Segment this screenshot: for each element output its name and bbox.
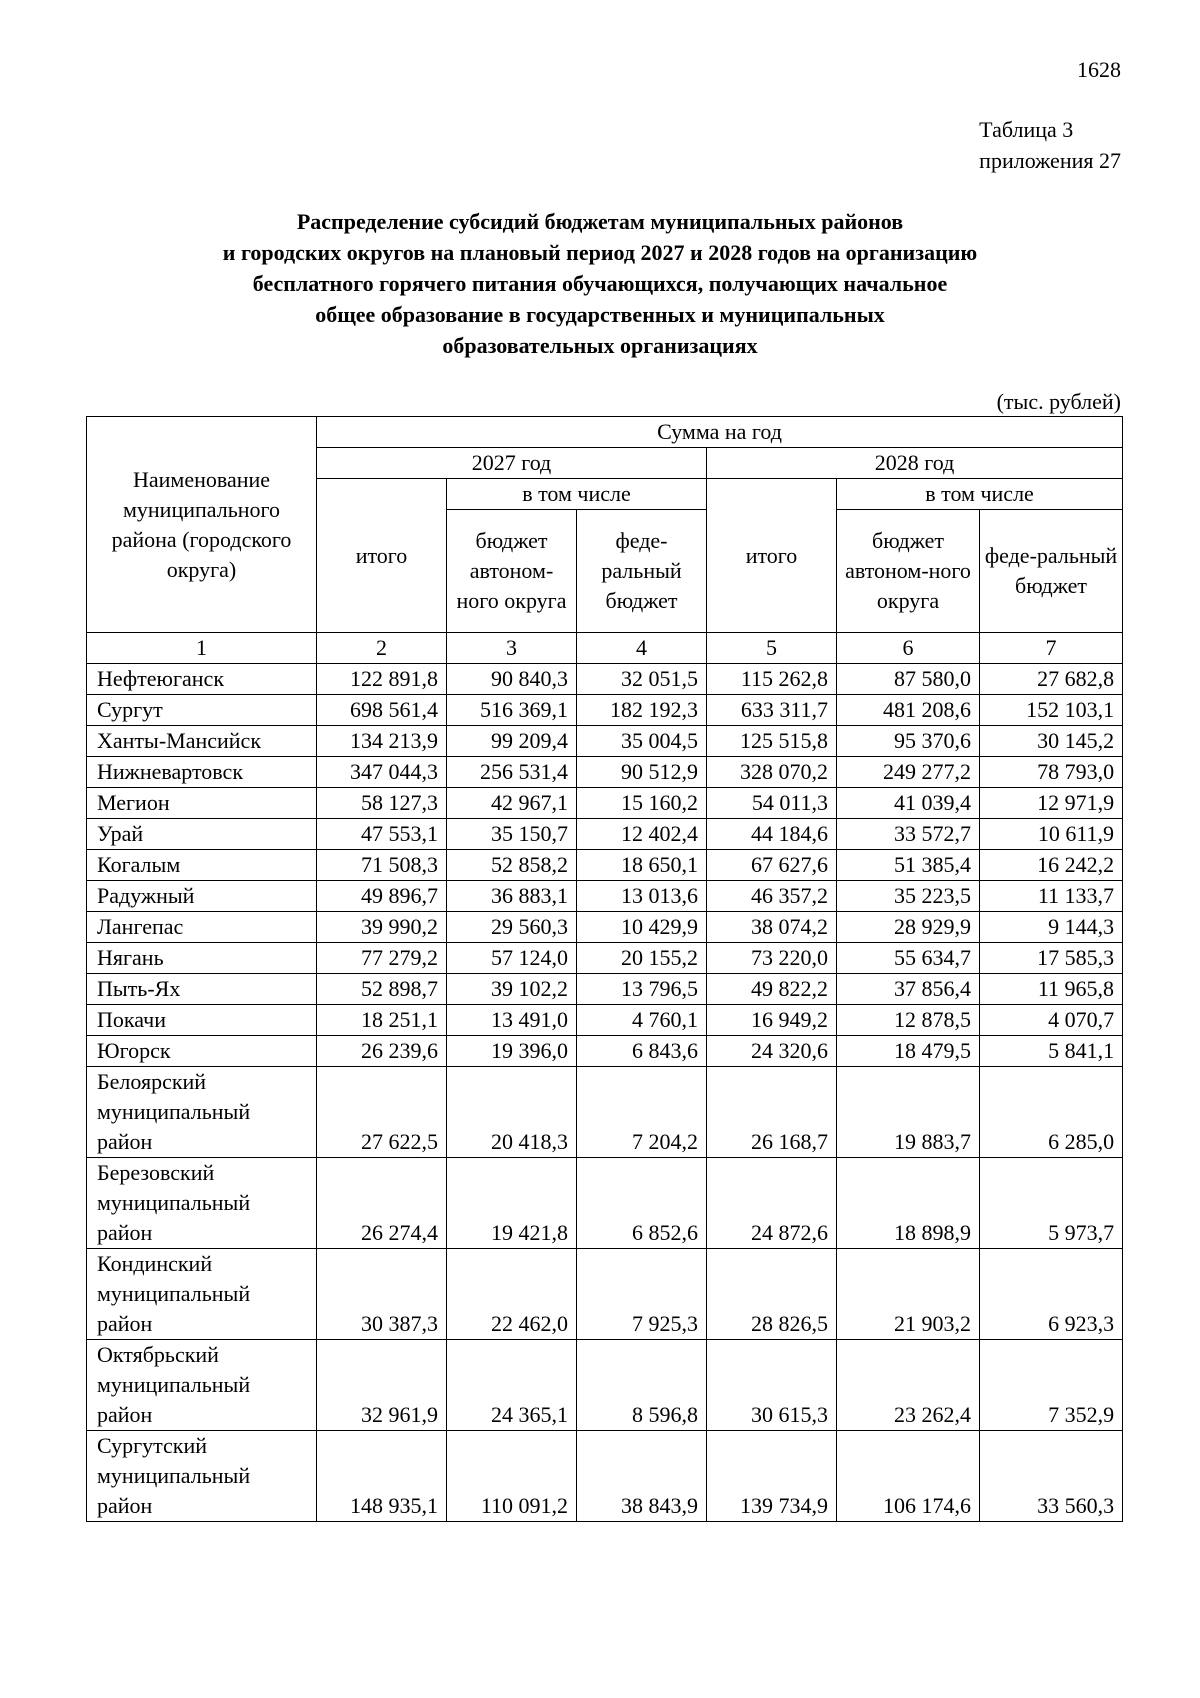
row-name: Ханты-Мансийск: [87, 726, 317, 757]
row-name: Лангепас: [87, 912, 317, 943]
row-name: Пыть-Ях: [87, 974, 317, 1005]
row-name: Покачи: [87, 1005, 317, 1036]
title-line: и городских округов на плановый период 2027 и 2028 годов на организацию: [222, 240, 978, 265]
row-value: 28 826,5: [707, 1249, 837, 1340]
header-regional-budget-2028: бюджет автоном-ного округа: [837, 510, 980, 633]
row-value: 20 418,3: [447, 1067, 577, 1158]
row-value: 516 369,1: [447, 695, 577, 726]
row-name: Нягань: [87, 943, 317, 974]
row-value: 18 898,9: [837, 1158, 980, 1249]
table-reference: [979, 114, 1121, 176]
row-value: 18 251,1: [317, 1005, 447, 1036]
row-value: 32 961,9: [317, 1340, 447, 1431]
row-value: 41 039,4: [837, 788, 980, 819]
row-value: 54 011,3: [707, 788, 837, 819]
row-value: 39 990,2: [317, 912, 447, 943]
row-value: 18 650,1: [577, 850, 707, 881]
row-value: 698 561,4: [317, 695, 447, 726]
row-value: 47 553,1: [317, 819, 447, 850]
row-name: Сургутский муниципальный район: [87, 1431, 317, 1522]
row-value: 33 572,7: [837, 819, 980, 850]
row-value: 24 320,6: [707, 1036, 837, 1067]
column-number: 6: [837, 633, 980, 664]
table-row: [87, 850, 1123, 881]
row-value: 11 133,7: [980, 881, 1123, 912]
document-title: [130, 206, 1070, 361]
row-value: 182 192,3: [577, 695, 707, 726]
row-value: 13 491,0: [447, 1005, 577, 1036]
table-row: [87, 1431, 1123, 1522]
header-year-2028: 2028 год: [707, 448, 1123, 479]
row-value: 7 925,3: [577, 1249, 707, 1340]
row-value: 347 044,3: [317, 757, 447, 788]
table-row: [87, 974, 1123, 1005]
row-value: 26 274,4: [317, 1158, 447, 1249]
row-value: 33 560,3: [980, 1431, 1123, 1522]
row-value: 42 967,1: [447, 788, 577, 819]
row-name: Сургут: [87, 695, 317, 726]
header-federal-budget-2027: феде-ральный бюджет: [577, 510, 707, 633]
table-row: [87, 912, 1123, 943]
row-value: 19 883,7: [837, 1067, 980, 1158]
table-row: [87, 1249, 1123, 1340]
row-value: 38 074,2: [707, 912, 837, 943]
row-value: 36 883,1: [447, 881, 577, 912]
table-row: [87, 726, 1123, 757]
row-value: 106 174,6: [837, 1431, 980, 1522]
row-value: 28 929,9: [837, 912, 980, 943]
row-value: 16 949,2: [707, 1005, 837, 1036]
table-row: [87, 664, 1123, 695]
row-value: 32 051,5: [577, 664, 707, 695]
row-value: 27 682,8: [980, 664, 1123, 695]
row-value: 35 150,7: [447, 819, 577, 850]
row-value: 95 370,6: [837, 726, 980, 757]
units-label: (тыс. рублей): [996, 389, 1121, 414]
row-value: 633 311,7: [707, 695, 837, 726]
column-number: 5: [707, 633, 837, 664]
table-body: [87, 664, 1123, 1522]
row-value: 99 209,4: [447, 726, 577, 757]
row-value: 5 841,1: [980, 1036, 1123, 1067]
table-row: [87, 1067, 1123, 1158]
row-value: 90 840,3: [447, 664, 577, 695]
header-including-2028: в том числе: [837, 479, 1123, 510]
row-value: 26 168,7: [707, 1067, 837, 1158]
row-name: Нижневартовск: [87, 757, 317, 788]
row-value: 90 512,9: [577, 757, 707, 788]
page-number: 1628: [1077, 57, 1121, 82]
row-value: 30 615,3: [707, 1340, 837, 1431]
row-value: 37 856,4: [837, 974, 980, 1005]
row-value: 51 385,4: [837, 850, 980, 881]
row-value: 49 822,2: [707, 974, 837, 1005]
row-value: 10 429,9: [577, 912, 707, 943]
row-value: 23 262,4: [837, 1340, 980, 1431]
row-value: 35 223,5: [837, 881, 980, 912]
title-line: образовательных организациях: [442, 333, 758, 358]
row-name: Радужный: [87, 881, 317, 912]
row-value: 30 145,2: [980, 726, 1123, 757]
table-row: [87, 695, 1123, 726]
row-value: 73 220,0: [707, 943, 837, 974]
row-value: 29 560,3: [447, 912, 577, 943]
column-number: 3: [447, 633, 577, 664]
table-row: [87, 1036, 1123, 1067]
row-value: 6 923,3: [980, 1249, 1123, 1340]
column-number: 4: [577, 633, 707, 664]
row-value: 78 793,0: [980, 757, 1123, 788]
title-line: бесплатного горячего питания обучающихся, получающих начальное: [252, 271, 948, 296]
row-value: 115 262,8: [707, 664, 837, 695]
row-value: 6 852,6: [577, 1158, 707, 1249]
row-value: 110 091,2: [447, 1431, 577, 1522]
row-name: Нефтеюганск: [87, 664, 317, 695]
row-value: 12 402,4: [577, 819, 707, 850]
table-row: [87, 1340, 1123, 1431]
row-value: 7 352,9: [980, 1340, 1123, 1431]
subsidy-table: [86, 416, 1123, 1522]
header-name-column: Наименование муниципального района (городского округа): [87, 417, 317, 633]
header-total-2027: итого: [317, 479, 447, 633]
row-value: 481 208,6: [837, 695, 980, 726]
table-reference-line: Таблица 3: [979, 117, 1074, 142]
row-value: 52 898,7: [317, 974, 447, 1005]
title-line: Распределение субсидий бюджетам муниципальных районов: [296, 209, 904, 234]
column-number: 1: [87, 633, 317, 664]
table-row: [87, 788, 1123, 819]
header-including-2027: в том числе: [447, 479, 707, 510]
row-name: Урай: [87, 819, 317, 850]
row-value: 22 462,0: [447, 1249, 577, 1340]
row-value: 24 365,1: [447, 1340, 577, 1431]
row-value: 122 891,8: [317, 664, 447, 695]
row-value: 5 973,7: [980, 1158, 1123, 1249]
row-value: 26 239,6: [317, 1036, 447, 1067]
row-value: 249 277,2: [837, 757, 980, 788]
column-number: 2: [317, 633, 447, 664]
header-regional-budget-2027: бюджет автоном-ного округа: [447, 510, 577, 633]
row-value: 9 144,3: [980, 912, 1123, 943]
row-name: Когалым: [87, 850, 317, 881]
row-name: Октябрьский муниципальный район: [87, 1340, 317, 1431]
row-value: 20 155,2: [577, 943, 707, 974]
row-value: 148 935,1: [317, 1431, 447, 1522]
table-row: [87, 943, 1123, 974]
row-value: 4 070,7: [980, 1005, 1123, 1036]
row-value: 15 160,2: [577, 788, 707, 819]
row-value: 17 585,3: [980, 943, 1123, 974]
row-value: 35 004,5: [577, 726, 707, 757]
column-number: 7: [980, 633, 1123, 664]
row-value: 256 531,4: [447, 757, 577, 788]
row-value: 16 242,2: [980, 850, 1123, 881]
row-value: 21 903,2: [837, 1249, 980, 1340]
row-value: 4 760,1: [577, 1005, 707, 1036]
row-value: 44 184,6: [707, 819, 837, 850]
row-value: 13 013,6: [577, 881, 707, 912]
table-row: [87, 819, 1123, 850]
row-name: Белоярский муниципальный район: [87, 1067, 317, 1158]
row-value: 71 508,3: [317, 850, 447, 881]
row-value: 10 611,9: [980, 819, 1123, 850]
row-value: 52 858,2: [447, 850, 577, 881]
row-value: 27 622,5: [317, 1067, 447, 1158]
row-value: 87 580,0: [837, 664, 980, 695]
row-value: 46 357,2: [707, 881, 837, 912]
row-value: 139 734,9: [707, 1431, 837, 1522]
table-row: [87, 881, 1123, 912]
row-value: 12 878,5: [837, 1005, 980, 1036]
header-sum-per-year: Сумма на год: [317, 417, 1123, 448]
row-name: Кондинский муниципальный район: [87, 1249, 317, 1340]
header-year-2027: 2027 год: [317, 448, 707, 479]
table-row: [87, 1005, 1123, 1036]
row-value: 57 124,0: [447, 943, 577, 974]
row-value: 12 971,9: [980, 788, 1123, 819]
row-value: 67 627,6: [707, 850, 837, 881]
row-value: 18 479,5: [837, 1036, 980, 1067]
row-value: 19 396,0: [447, 1036, 577, 1067]
row-value: 152 103,1: [980, 695, 1123, 726]
row-name: Югорск: [87, 1036, 317, 1067]
row-value: 39 102,2: [447, 974, 577, 1005]
row-value: 11 965,8: [980, 974, 1123, 1005]
row-value: 55 634,7: [837, 943, 980, 974]
header-federal-budget-2028: феде-ральный бюджет: [980, 510, 1123, 633]
row-value: 49 896,7: [317, 881, 447, 912]
row-value: 134 213,9: [317, 726, 447, 757]
row-value: 7 204,2: [577, 1067, 707, 1158]
table-row: [87, 1158, 1123, 1249]
row-value: 328 070,2: [707, 757, 837, 788]
row-value: 125 515,8: [707, 726, 837, 757]
row-name: Мегион: [87, 788, 317, 819]
row-value: 19 421,8: [447, 1158, 577, 1249]
row-value: 58 127,3: [317, 788, 447, 819]
row-value: 77 279,2: [317, 943, 447, 974]
row-value: 24 872,6: [707, 1158, 837, 1249]
title-line: общее образование в государственных и муниципальных: [315, 302, 885, 327]
row-value: 8 596,8: [577, 1340, 707, 1431]
row-value: 30 387,3: [317, 1249, 447, 1340]
row-value: 13 796,5: [577, 974, 707, 1005]
row-name: Березовский муниципальный район: [87, 1158, 317, 1249]
table-row: [87, 757, 1123, 788]
header-total-2028: итого: [707, 479, 837, 633]
table-reference-line: приложения 27: [979, 148, 1121, 173]
row-value: 6 843,6: [577, 1036, 707, 1067]
row-value: 38 843,9: [577, 1431, 707, 1522]
row-value: 6 285,0: [980, 1067, 1123, 1158]
